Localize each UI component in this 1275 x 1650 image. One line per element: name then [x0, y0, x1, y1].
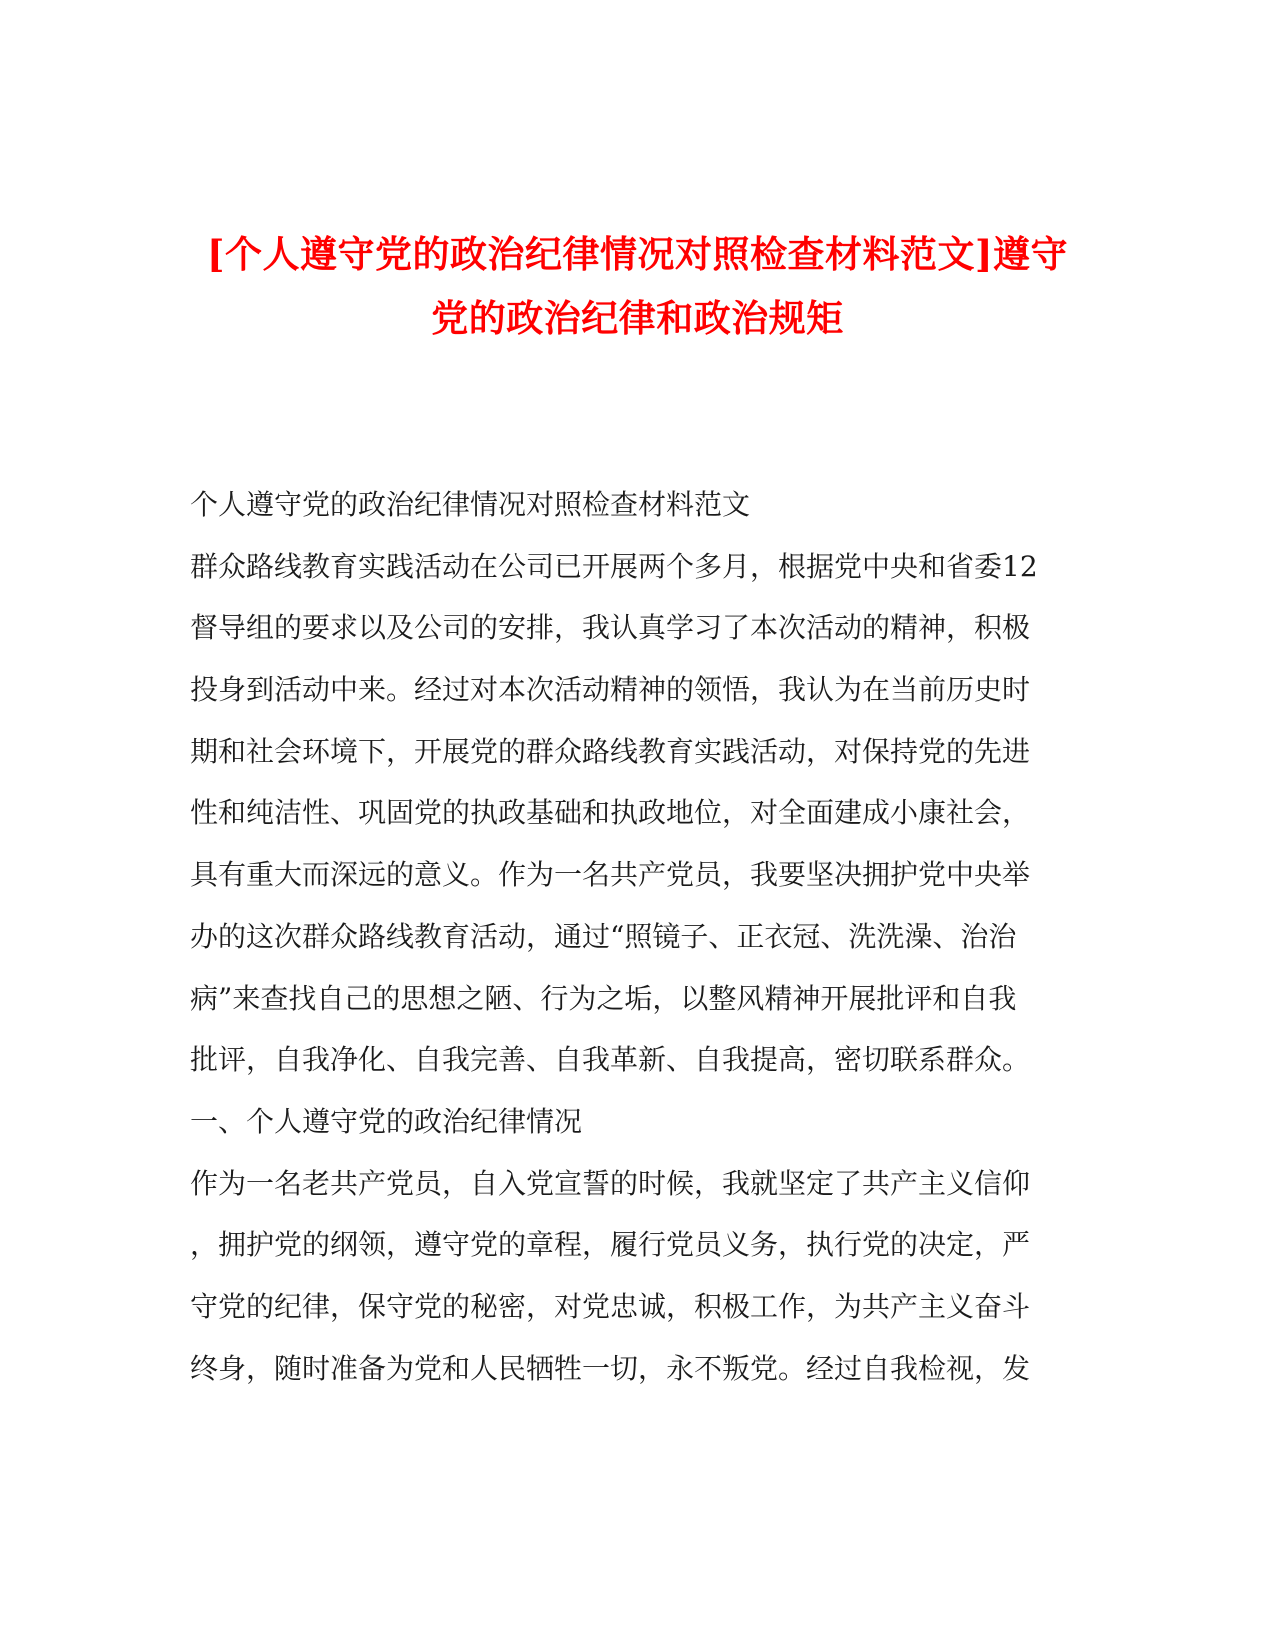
paragraph-line: 终身，随时准备为党和人民牺牲一切，永不叛党。经过自我检视，发 [190, 1351, 1031, 1385]
paragraph-line: 督导组的要求以及公司的安排，我认真学习了本次活动的精神，积极 [190, 611, 1031, 645]
paragraph-line: 性和纯洁性、巩固党的执政基础和执政地位，对全面建成小康社会， [190, 796, 1031, 830]
paragraph-line: 守党的纪律，保守党的秘密，对党忠诚，积极工作，为共产主义奋斗 [190, 1289, 1031, 1323]
document-body [190, 474, 1070, 1399]
paragraph-line: 具有重大而深远的意义。作为一名共产党员，我要坚决拥护党中央举 [190, 858, 1031, 892]
paragraph-line: 批评，自我净化、自我完善、自我革新、自我提高，密切联系群众。 [190, 1043, 1031, 1077]
paragraph-line: ，拥护党的纲领，遵守党的章程，履行党员义务，执行党的决定，严 [190, 1228, 1031, 1262]
paragraph-line: 期和社会环境下，开展党的群众路线教育实践活动，对保持党的先进 [190, 734, 1031, 768]
paragraph-line: 投身到活动中来。经过对本次活动精神的领悟，我认为在当前历史时 [190, 673, 1031, 707]
title-line: [个人遵守党的政治纪律情况对照检查材料范文]遵守 [206, 232, 1068, 276]
section-heading: 一、个人遵守党的政治纪律情况 [190, 1104, 583, 1138]
paragraph-line: 作为一名老共产党员，自入党宣誓的时候，我就坚定了共产主义信仰 [190, 1166, 1031, 1200]
paragraph-line: 办的这次群众路线教育活动，通过“照镜子、正衣冠、洗洗澡、治治 [190, 919, 1017, 953]
section-heading: 个人遵守党的政治纪律情况对照检查材料范文 [190, 488, 751, 521]
title-line: 党的政治纪律和政治规矩 [431, 296, 844, 340]
paragraph-line: 群众路线教育实践活动在公司已开展两个多月，根据党中央和省委12 [190, 549, 1038, 583]
paragraph-line: 病”来查找自己的思想之陋、行为之垢，以整风精神开展批评和自我 [190, 981, 1017, 1015]
document-title [160, 222, 1115, 350]
